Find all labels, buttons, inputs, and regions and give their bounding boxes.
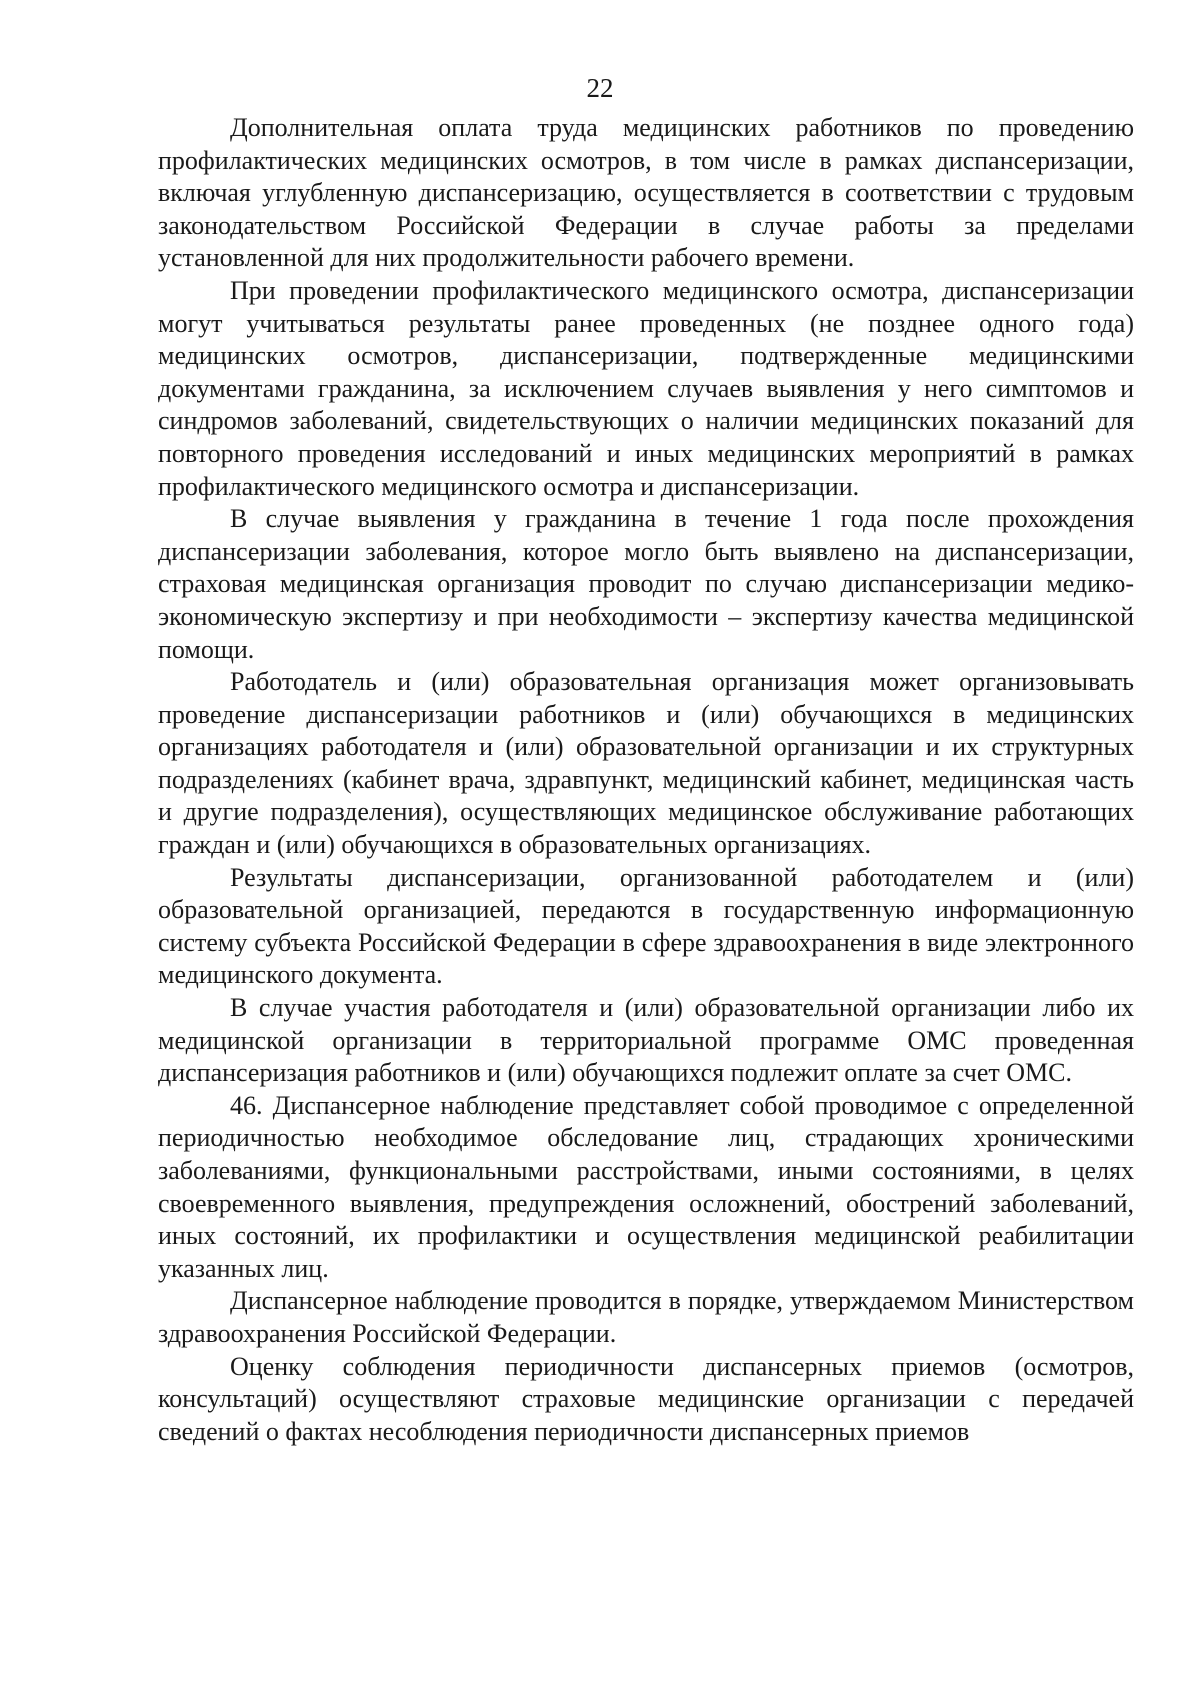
paragraph-results-transfer: Результаты диспансеризации, организованной работодателем и (или) образовательной организацией, передаются в государственную информационную систему субъекта Российской Федерации в сфере здравоохранения в виде электронного медицинского документа. bbox=[158, 862, 1134, 990]
paragraph-periodicity-assessment: Оценку соблюдения периодичности диспансерных приемов (осмотров, консультаций) осуществляют страховые медицинские организации с передачей сведений о фактах несоблюдения периодичности диспансерных приемов bbox=[158, 1351, 1134, 1446]
paragraph-previous-results: При проведении профилактического медицинского осмотра, диспансеризации могут учитываться результаты ранее проведенных (не позднее одного года) медицинских осмотров, диспансеризации, подтвержденные медицинскими документами гражданина, за исключением случаев выявления у него симптомов и синдромов заболеваний, свидетельствующих о наличии медицинских показаний для повторного проведения исследований и иных медицинских мероприятий в рамках профилактического медицинского осмотра и диспансеризации. bbox=[158, 275, 1134, 501]
paragraph-procedure: Диспансерное наблюдение проводится в порядке, утверждаемом Министерством здравоохранения Российской Федерации. bbox=[158, 1286, 1134, 1348]
page-number: 22 bbox=[586, 73, 614, 103]
paragraph-item-46: 46. Диспансерное наблюдение представляет собой проводимое с определенной периодичностью необходимое обследование лиц, страдающих хроническими заболеваниями, функциональными расстройствами, иными состояниями, в целях своевременного выявления, предупреждения осложнений, обострений заболеваний, иных состояний, их профилактики и осуществления медицинской реабилитации указанных лиц. bbox=[158, 1090, 1134, 1283]
paragraph-missed-disease: В случае выявления у гражданина в течение 1 года после прохождения диспансеризации заболевания, которое могло быть выявлено на диспансеризации, страховая медицинская организация проводит по случаю диспансеризации медико-экономическую экспертизу и при необходимости – экспертизу качества медицинской помощи. bbox=[158, 504, 1134, 664]
paragraph-oms-payment: В случае участия работодателя и (или) образовательной организации либо их медицинской организации в территориальной программе ОМС проведенная диспансеризация работников и (или) обучающихся подлежит оплате за счет ОМС. bbox=[158, 993, 1134, 1088]
paragraph-employer-organization: Работодатель и (или) образовательная организация может организовывать проведение диспансеризации работников и (или) обучающихся в медицинских организациях работодателя и (или) образовательной организации и их структурных подразделениях (кабинет врача, здравпункт, медицинский кабинет, медицинская часть и другие подразделения), осуществляющих медицинское обслуживание работающих граждан и (или) обучающихся в образовательных организациях. bbox=[158, 667, 1134, 860]
document-body bbox=[158, 112, 1134, 1448]
paragraph-additional-pay: Дополнительная оплата труда медицинских работников по проведению профилактических медицинских осмотров, в том числе в рамках диспансеризации, включая углубленную диспансеризацию, осуществляется в соответствии с трудовым законодательством Российской Федерации в случае работы за пределами установленной для них продолжительности рабочего времени. bbox=[158, 113, 1134, 273]
